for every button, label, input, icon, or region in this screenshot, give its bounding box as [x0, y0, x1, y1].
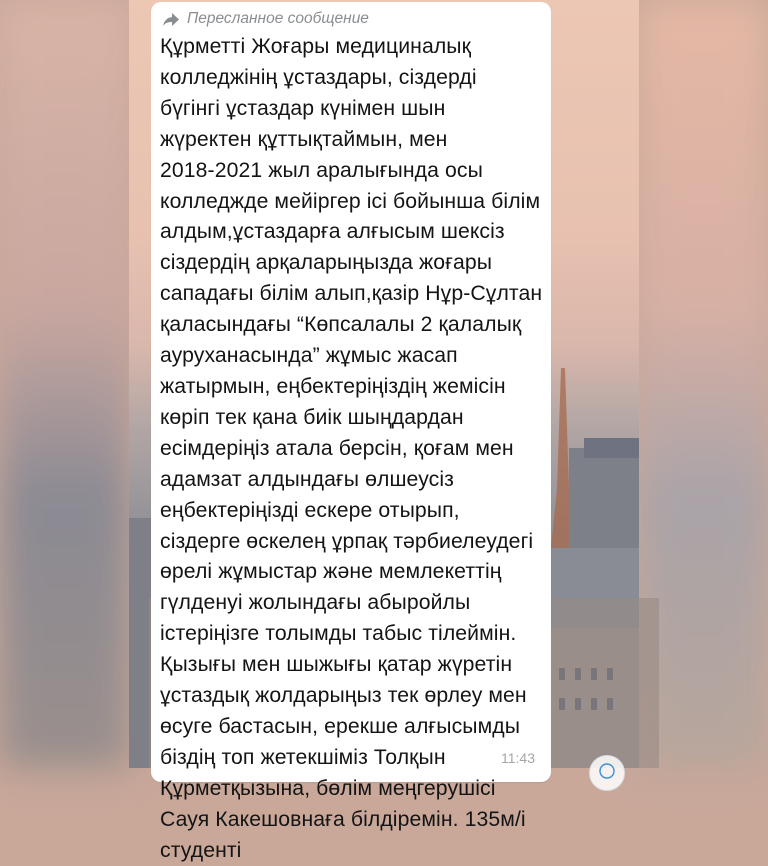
message-line: еңбектеріңізді ескере отырып, [160, 498, 460, 522]
message-line: сападағы білім алып,қазір Нұр-Сұлтан [160, 282, 543, 306]
message-line: Қызығы мен шыжығы қатар жүретін [160, 653, 513, 677]
message-line: гүлденуі жолындағы абыройлы [160, 591, 471, 615]
message-line: өсуге бастасын, ерекше алғысымды [160, 714, 521, 738]
message-line: сіздерге өскелең ұрпақ тәрбиелеудегі [160, 529, 534, 553]
forwarded-message-bubble[interactable] [151, 2, 551, 862]
message-line: бүгінгі ұстаздар күнімен шын [160, 96, 446, 120]
message-line: істеріңізге толымды табыс тілеймін. [160, 622, 517, 646]
message-line: адамзат алдындағы өлшеусіз [160, 467, 454, 491]
message-line: Сауя Какешовнаға білдіремін. 135м/і [160, 807, 526, 831]
message-line: жүректен құттықтаймын, мен [160, 127, 448, 151]
message-line: колледжде мейіргер ісі бойынша білім [160, 189, 541, 213]
message-line: есімдеріңіз атала берсін, қоғам мен [160, 436, 514, 460]
chat-screen [129, 0, 639, 862]
message-line: колледжінің ұстаздары, сіздерді [160, 65, 477, 89]
message-line: ауруханасында” жұмыс жасап [160, 344, 458, 368]
message-line: сіздердің арқаларыңызда жоғары [160, 251, 493, 275]
message-text [160, 32, 550, 866]
message-line: студенті [160, 838, 242, 862]
message-line: жатырмын, еңбектеріңіздің жемісін [160, 374, 506, 398]
message-line: 2018-2021 жыл аралығында осы [160, 158, 483, 182]
forward-arrow-icon [163, 13, 179, 26]
scroll-to-bottom-button[interactable] [589, 755, 625, 791]
message-timestamp: 11:43 [501, 750, 535, 766]
message-line: Құрметті Жоғары медициналық [160, 35, 471, 58]
forwarded-header [163, 10, 369, 28]
message-line: алдым,ұстаздарға алғысым шексіз [160, 220, 505, 244]
message-line: көріп тек қана биік шыңдардан [160, 405, 464, 429]
message-line: біздің топ жетекшіміз Толқын [160, 745, 446, 769]
message-line: ұстаздық жолдарыңыз тек өрлеу мен [160, 684, 527, 708]
forwarded-label: Пересланное сообщение [187, 10, 369, 27]
message-line: өрелі жұмыстар және мемлекеттің [160, 560, 502, 584]
chevron-down-icon [599, 763, 615, 779]
blurred-background-left [0, 0, 130, 768]
message-line: Құрметқызына, бөлім меңгерушісі [160, 776, 496, 800]
message-line: қаласындағы “Көпсалалы 2 қалалық [160, 313, 522, 337]
